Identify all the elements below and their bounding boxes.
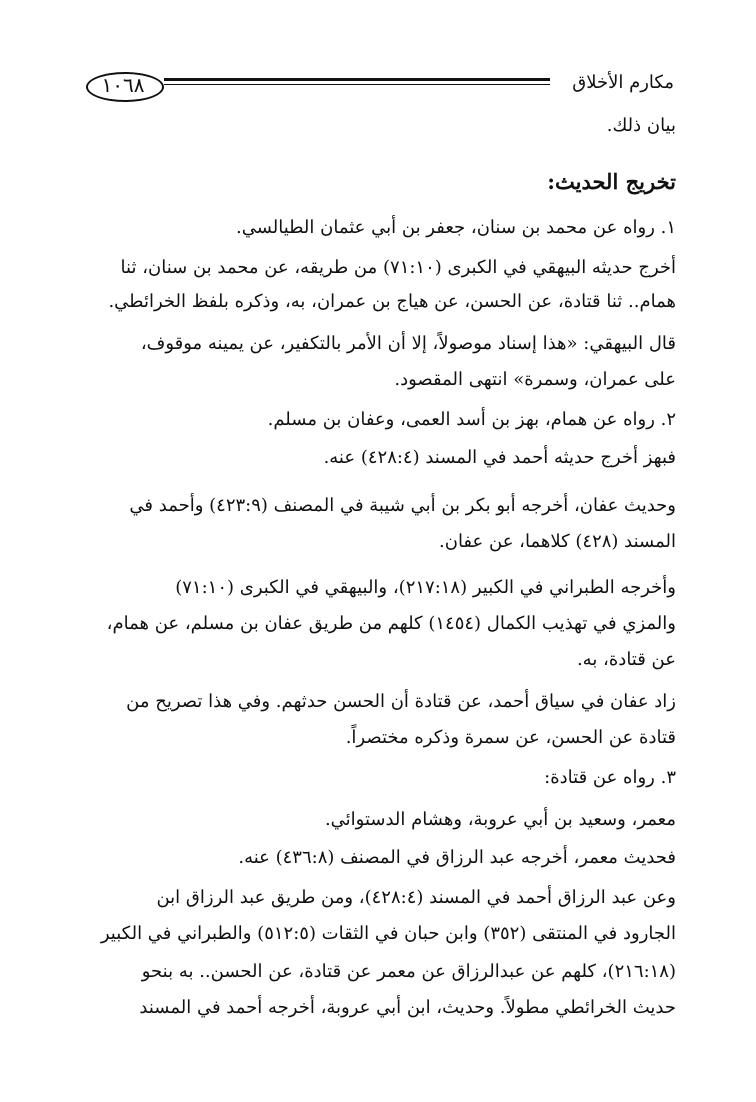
text-line: ٣. رواه عن قتادة: [544,767,676,788]
page-number-text: ١٠٦٨ [101,73,145,97]
text-line: أخرج حديثه البيهقي في الكبرى (٧١:١٠) من طريقه، عن محمد بن سنان، ثنا [120,257,676,278]
text-line: همام.. ثنا قتادة، عن الحسن، عن هياج بن عمران، به، وذكره بلفظ الخرائطي. [108,291,676,312]
text-line: حديث الخرائطي مطولاً. وحديث، ابن أبي عروبة، أخرجه أحمد في المسند [139,997,676,1018]
text-line: عن قتادة، به. [576,649,676,670]
text-line: الجارود في المنتقى (٣٥٢) وابن حبان في الثقات (٥١٢:٥) والطبراني في الكبير [100,923,676,944]
text-line: ٢. رواه عن همام، بهز بن أسد العمى، وعفان بن مسلم. [267,409,676,430]
page-header [82,66,674,106]
text-line: ١. رواه عن محمد بن سنان، جعفر بن أبي عثمان الطيالسي. [235,217,676,238]
text-line: قتادة عن الحسن، عن سمرة وذكره مختصراً. [345,727,676,748]
header-rule [164,78,550,90]
text-line: فحديث معمر، أخرجه عبد الرزاق في المصنف (٤٣٦:٨) عنه. [238,847,676,868]
text-line: فبهز أخرج حديثه أحمد في المسند (٤٢٨:٤) عنه. [323,447,676,468]
text-line: المسند (٤٢٨) كلاهما، عن عفان. [439,531,676,552]
section-heading: تخريج الحديث: [547,169,676,194]
text-line: (٢١٦:١٨)، كلهم عن عبدالرزاق عن معمر عن قتادة، عن الحسن.. به بنحو [141,961,676,982]
book-title: مكارم الأخلاق [572,72,674,93]
page-number [82,70,164,100]
text-line: على عمران، وسمرة» انتهى المقصود. [394,369,676,390]
text-line: زاد عفان في سياق أحمد، عن قتادة أن الحسن حدثهم. وفي هذا تصريح من [126,691,676,712]
text-line: بيان ذلك. [606,115,676,136]
text-line: قال البيهقي: «هذا إسناد موصولاً، إلا أن الأمر بالتكفير، عن يمينه موقوف، [140,333,676,354]
text-line: وعن عبد الرزاق أحمد في المسند (٤٢٨:٤)، ومن طريق عبد الرزاق ابن [156,887,676,908]
text-line: وأخرجه الطبراني في الكبير (٢١٧:١٨)، والبيهقي في الكبرى (٧١:١٠) [175,577,676,598]
text-line: معمر، وسعيد بن أبي عروبة، وهشام الدستوائي. [324,809,676,830]
text-line: والمزي في تهذيب الكمال (١٤٥٤) كلهم من طريق عفان بن مسلم، عن همام، [106,613,676,634]
text-line: وحديث عفان، أخرجه أبو بكر بن أبي شيبة في المصنف (٤٢٣:٩) وأحمد في [129,495,676,516]
